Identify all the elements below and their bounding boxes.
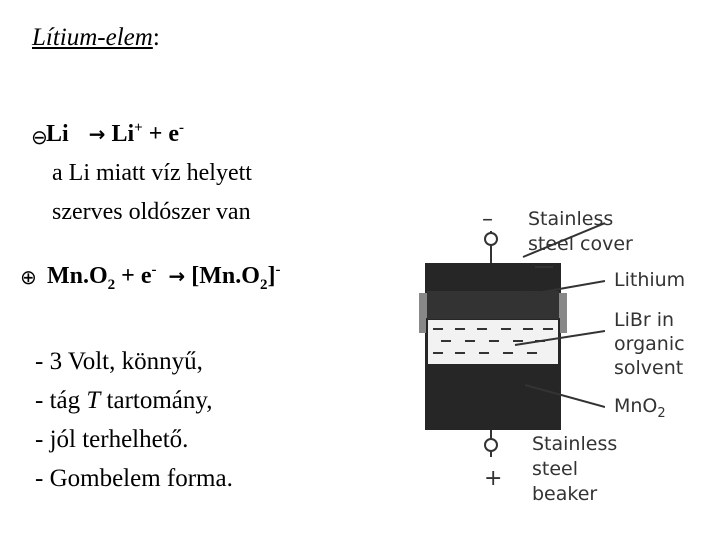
anode-eq-left: Li bbox=[46, 121, 69, 147]
mno2-layer bbox=[427, 365, 559, 420]
cathode-part3: [Mn.O bbox=[191, 263, 260, 289]
label-mno2: MnO$_2$ bbox=[614, 395, 666, 421]
label-beaker-1: Stainless bbox=[532, 433, 618, 455]
anode-eq-right: Li bbox=[111, 121, 135, 147]
anode-equation bbox=[46, 120, 184, 148]
label-stainless-cover-2: steel cover bbox=[528, 233, 633, 255]
label-libr-2: organic bbox=[614, 333, 685, 355]
cathode-sup-end: - bbox=[275, 262, 281, 278]
cathode-equation bbox=[47, 262, 280, 294]
anode-note-line2: szerves oldószer van bbox=[52, 199, 251, 225]
anode-eq-plus: + e bbox=[148, 121, 180, 147]
label-beaker-2: steel bbox=[532, 458, 579, 480]
plus-symbol-icon: ⊕ bbox=[20, 265, 37, 289]
label-lithium: Lithium bbox=[614, 269, 686, 291]
seal-left bbox=[419, 293, 427, 333]
bottom-terminal-icon bbox=[485, 439, 497, 451]
seal-right bbox=[559, 293, 567, 333]
cathode-sub2: 2 bbox=[259, 276, 268, 293]
label-libr-3: solvent bbox=[614, 357, 684, 379]
property-list bbox=[35, 342, 233, 498]
cathode-part2: + e bbox=[115, 263, 152, 289]
temperature-symbol: T bbox=[86, 387, 101, 414]
property-item: - 3 Volt, könnyű, bbox=[35, 348, 203, 375]
property-item: - jól terhelhető. bbox=[35, 426, 189, 453]
steel-beaker-base bbox=[425, 420, 561, 430]
slide-title bbox=[32, 24, 160, 52]
positive-terminal-sign: + bbox=[484, 466, 503, 491]
negative-terminal-sign: – bbox=[482, 207, 493, 232]
lithium-layer bbox=[427, 291, 559, 319]
label-stainless-cover-1: Stainless bbox=[528, 208, 614, 230]
anode-eq-e-sup: - bbox=[179, 120, 185, 136]
property-item: - tág T tartomány, bbox=[35, 387, 213, 414]
cathode-part4: ] bbox=[267, 263, 276, 289]
reaction-arrow-icon: → bbox=[168, 264, 186, 288]
title-colon: : bbox=[152, 24, 160, 51]
label-beaker-3: beaker bbox=[532, 483, 598, 505]
label-libr-1: LiBr in bbox=[614, 309, 675, 331]
anode-eq-right-sup: + bbox=[134, 120, 143, 136]
cathode-sup-e: - bbox=[151, 262, 157, 278]
reaction-arrow-icon: → bbox=[88, 122, 106, 146]
anode-note-line1: a Li miatt víz helyett bbox=[52, 160, 252, 186]
cathode-part1: Mn.O bbox=[47, 263, 108, 289]
cathode-sub1: 2 bbox=[107, 276, 116, 293]
top-terminal-icon bbox=[485, 233, 497, 245]
title-text: Lítium-elem bbox=[32, 24, 153, 51]
minus-symbol-icon: ⊖ bbox=[31, 125, 48, 149]
property-item: - Gombelem forma. bbox=[35, 465, 233, 492]
